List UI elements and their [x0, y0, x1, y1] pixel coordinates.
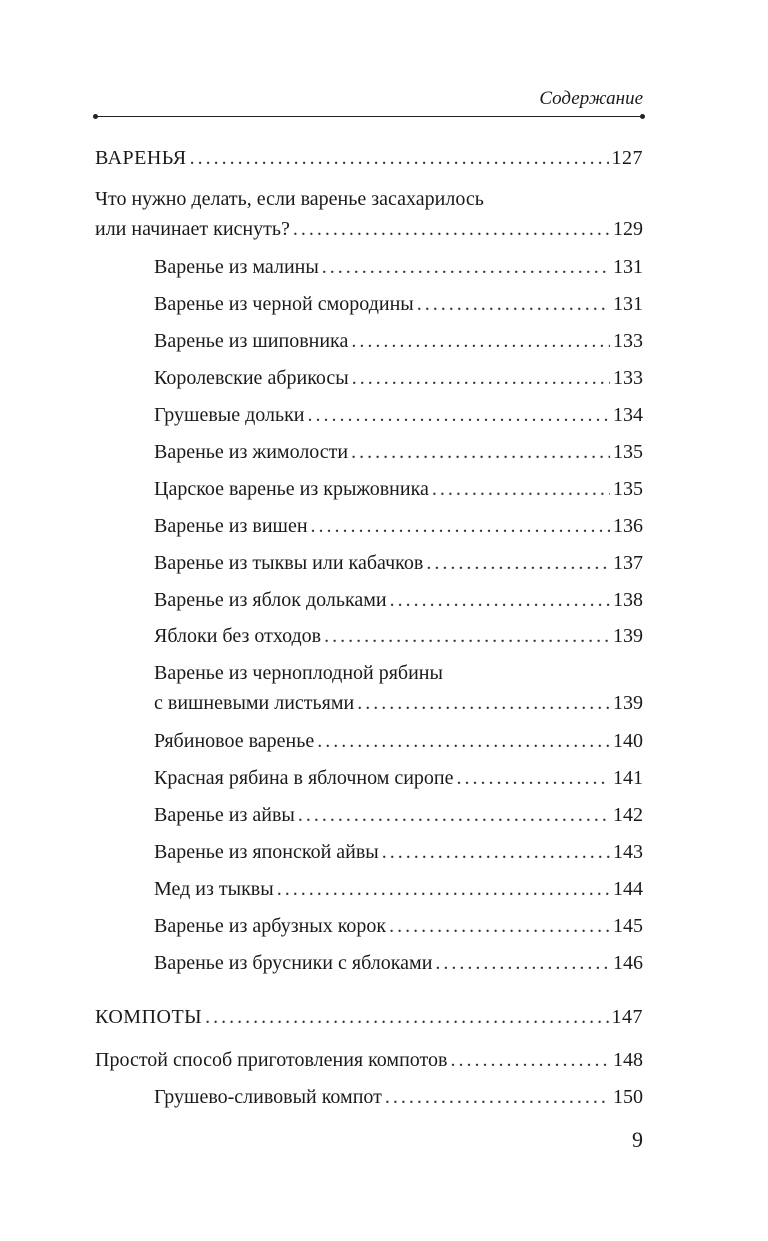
toc-entry: [154, 551, 643, 575]
dot-leader: [435, 951, 610, 975]
dot-leader: [357, 691, 610, 715]
toc-entry: [95, 1048, 643, 1072]
toc-page-number: 140: [613, 730, 643, 752]
toc-entry: [154, 514, 643, 538]
toc-page-number: 131: [613, 293, 643, 315]
toc-page-number: 142: [613, 804, 643, 826]
toc-page-number: 145: [613, 915, 643, 937]
toc-entry: [154, 624, 643, 648]
toc-page-number: 138: [613, 589, 643, 611]
toc-page-number: 147: [611, 1006, 643, 1028]
toc-page-number: 139: [613, 625, 643, 647]
toc-page-number: 150: [613, 1086, 643, 1108]
toc-entry-title: Царское варенье из крыжовника: [154, 478, 429, 500]
toc-page-number: 137: [613, 552, 643, 574]
toc-page-number: 143: [613, 841, 643, 863]
page-number: 9: [632, 1127, 643, 1152]
toc-entry: [154, 766, 643, 790]
toc-entry-title: Варенье из черной смородины: [154, 293, 414, 315]
dot-leader: [298, 803, 610, 827]
toc-page-number: 134: [613, 404, 643, 426]
toc-entry-title: Варенье из тыквы или кабачков: [154, 552, 424, 574]
toc-entry: [154, 1085, 643, 1109]
toc-entry: [154, 840, 643, 864]
toc-entry-title: Королевские абрикосы: [154, 367, 349, 389]
toc-entry: [154, 661, 643, 715]
toc-entry: [154, 403, 643, 427]
toc-entry-title: Простой способ приготовления компотов: [95, 1049, 448, 1071]
toc-entry: [154, 366, 643, 390]
toc-page-number: 135: [613, 441, 643, 463]
toc-entry-title: Грушево-сливовый компот: [154, 1086, 382, 1108]
dot-leader: [293, 217, 610, 241]
toc-page-number: 133: [613, 330, 643, 352]
toc-entry: [154, 877, 643, 901]
dot-leader: [457, 766, 610, 790]
toc-entry: [154, 292, 643, 316]
toc-page-number: 133: [613, 367, 643, 389]
toc-page-number: 141: [613, 767, 643, 789]
toc-entry-title: или начинает киснуть?: [95, 218, 290, 240]
dot-leader: [385, 1085, 610, 1109]
toc-entry: [154, 729, 643, 753]
toc-entry-title-line1: Что нужно делать, если варенье засахарилось: [95, 188, 484, 210]
toc-entry-title: Варенье из брусники с яблоками: [154, 952, 433, 974]
dot-leader: [352, 366, 610, 390]
toc-entry-title: Варенье из вишен: [154, 515, 308, 537]
dot-leader: [432, 477, 610, 501]
toc-entry-title: Грушевые дольки: [154, 404, 305, 426]
toc-entry-title: ВАРЕНЬЯ: [95, 147, 187, 169]
toc-entry: [154, 329, 643, 353]
toc-page-number: 127: [611, 147, 643, 169]
toc-entry-title: Мед из тыквы: [154, 878, 274, 900]
toc-entry-title: Варенье из японской айвы: [154, 841, 379, 863]
toc-entry-title: Красная рябина в яблочном сиропе: [154, 767, 454, 789]
toc-section-jams: [95, 146, 643, 170]
dot-leader: [450, 1048, 610, 1072]
toc-entry-title: Варенье из шиповника: [154, 330, 349, 352]
toc-entry: [154, 440, 643, 464]
dot-leader: [389, 914, 610, 938]
dot-leader: [417, 292, 610, 316]
toc-page-number: 131: [613, 256, 643, 278]
toc-entry-title: Варенье из малины: [154, 256, 319, 278]
dot-leader: [322, 255, 610, 279]
running-header: Содержание: [539, 88, 643, 109]
dot-leader: [317, 729, 610, 753]
toc-page-number: 135: [613, 478, 643, 500]
dot-leader: [382, 840, 610, 864]
toc-entry: [154, 914, 643, 938]
toc-page-number: 136: [613, 515, 643, 537]
toc-page-number: 139: [613, 692, 643, 714]
dot-leader: [351, 329, 610, 353]
toc-entry-title: Варенье из жимолости: [154, 441, 349, 463]
toc-entry: [154, 588, 643, 612]
toc-entry-title: Яблоки без отходов: [154, 625, 322, 647]
toc-page-number: 148: [613, 1049, 643, 1071]
dot-leader: [205, 1005, 608, 1029]
toc-page-number: 129: [613, 218, 643, 240]
header-rule: [95, 116, 643, 117]
dot-leader: [426, 551, 610, 575]
dot-leader: [324, 624, 610, 648]
dot-leader: [351, 440, 610, 464]
dot-leader: [277, 877, 610, 901]
toc-section-compotes: [95, 1005, 643, 1029]
toc-entry-title: Варенье из айвы: [154, 804, 295, 826]
toc-entry: [154, 951, 643, 975]
toc-entry-title: с вишневыми листьями: [154, 692, 355, 714]
toc-entry: [95, 187, 643, 241]
toc-entry-title: Варенье из яблок дольками: [154, 589, 387, 611]
toc-page-number: 144: [613, 878, 643, 900]
dot-leader: [190, 146, 609, 170]
toc-entry: [154, 477, 643, 501]
dot-leader: [390, 588, 610, 612]
dot-leader: [308, 403, 610, 427]
toc-entry-title-line1: Варенье из черноплодной рябины: [154, 662, 443, 684]
toc-entry: [154, 803, 643, 827]
toc-entry-title: КОМПОТЫ: [95, 1006, 203, 1028]
dot-leader: [311, 514, 610, 538]
toc-entry: [154, 255, 643, 279]
toc-page-number: 146: [613, 952, 643, 974]
toc-entry-title: Варенье из арбузных корок: [154, 915, 387, 937]
toc-entry-title: Рябиновое варенье: [154, 730, 315, 752]
